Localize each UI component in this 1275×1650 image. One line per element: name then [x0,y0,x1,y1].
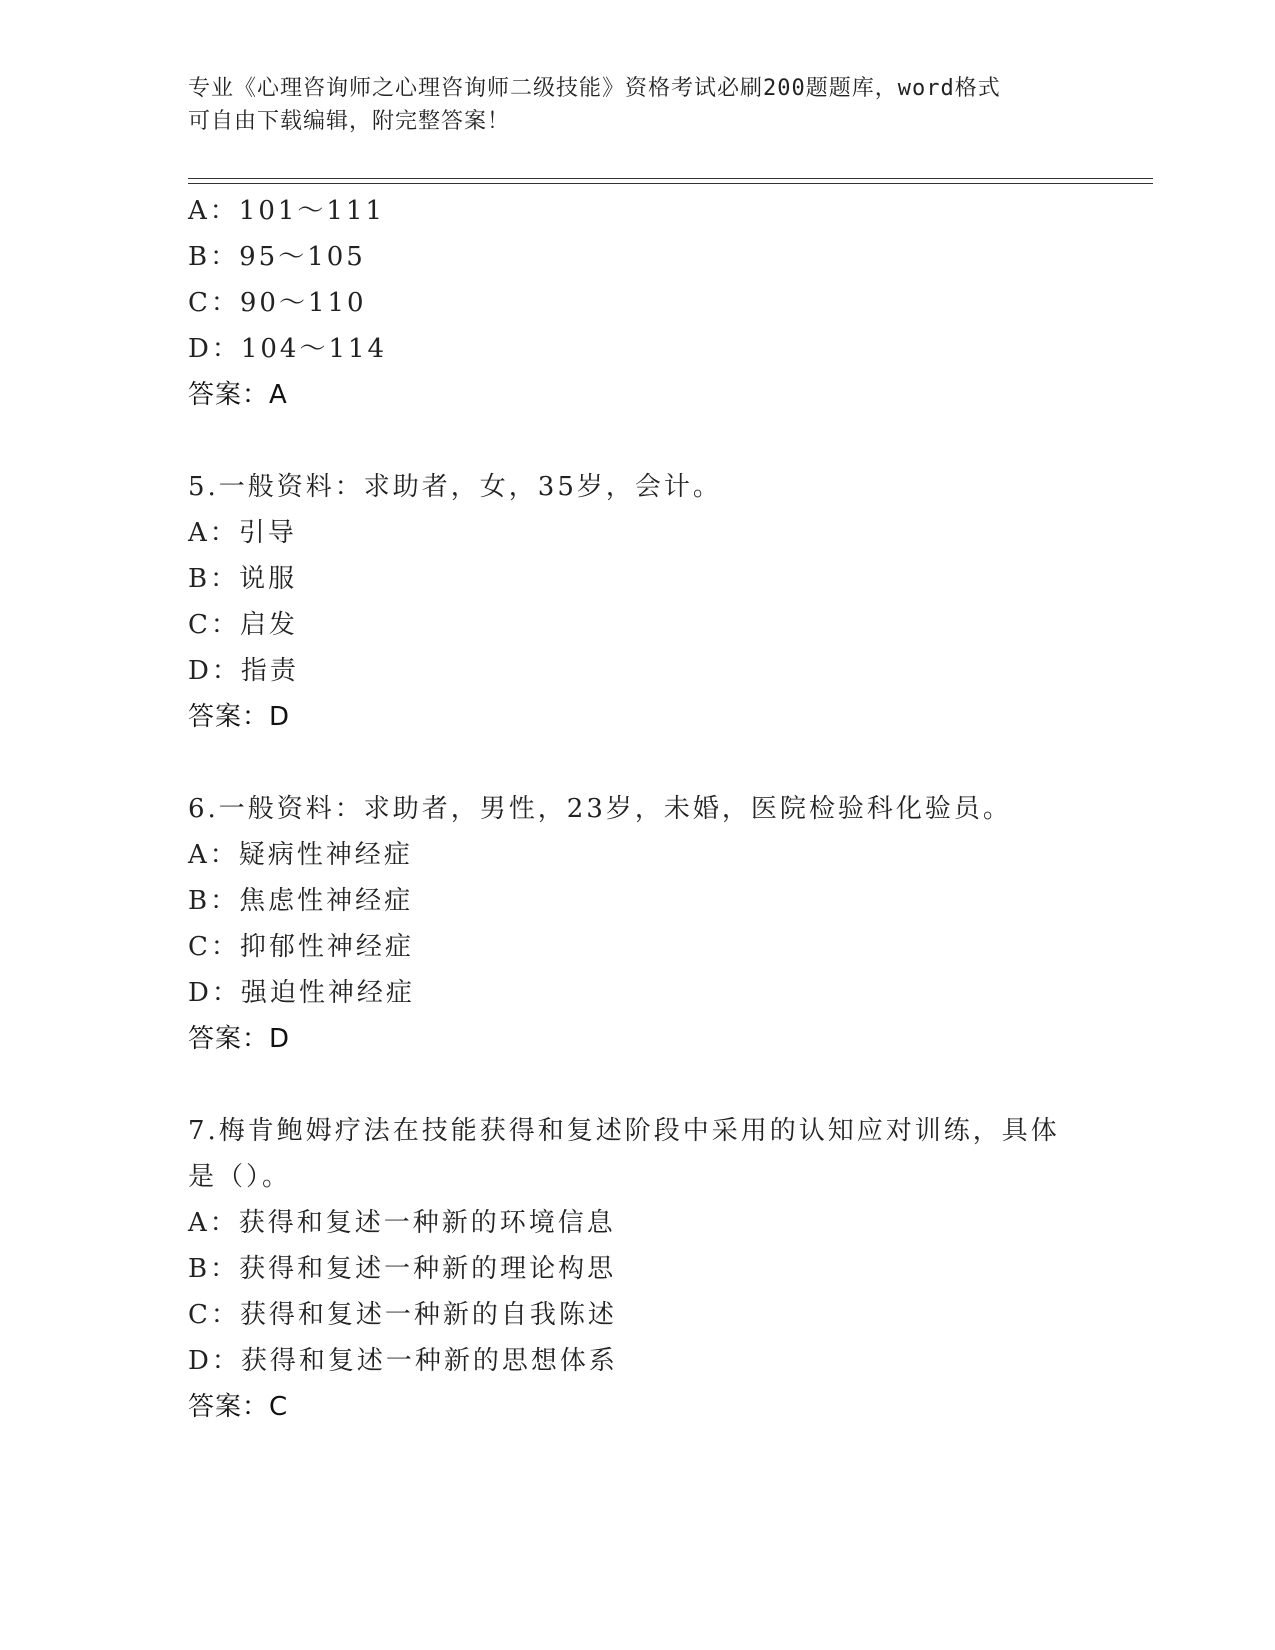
question-5 [188,464,1138,740]
header-line-1: 专业《心理咨询师之心理咨询师二级技能》资格考试必刷200题题库，word格式 [188,76,1001,101]
option-d: D：强迫性神经症 [188,978,415,1008]
document-header [188,72,1088,138]
option-d: D：104～114 [188,334,388,364]
answer-line: 答案：D [188,702,291,732]
option-c: C：抑郁性神经症 [188,932,414,962]
answer-line: 答案：D [188,1024,291,1054]
option-b: B：95～105 [188,242,366,272]
option-a: A：101～111 [188,196,386,226]
answer-line: 答案：A [188,380,288,410]
question-4 [188,188,1138,418]
spacer [188,740,1138,786]
option-b: B：获得和复述一种新的理论构思 [188,1254,617,1284]
option-b: B：说服 [188,564,298,594]
question-list [188,188,1138,1430]
answer-line: 答案：C [188,1392,289,1422]
question-7 [188,1108,1138,1430]
question-stem: 6.一般资料：求助者，男性，23岁，未婚，医院检验科化验员。 [188,794,1012,824]
option-c: C：获得和复述一种新的自我陈述 [188,1300,617,1330]
header-divider-top [188,178,1153,179]
spacer [188,418,1138,464]
option-d: D：获得和复述一种新的思想体系 [188,1346,618,1376]
header-divider-bottom [188,183,1153,184]
question-6 [188,786,1138,1062]
option-a: A：疑病性神经症 [188,840,413,870]
option-b: B：焦虑性神经症 [188,886,414,916]
spacer [188,1062,1138,1108]
option-c: C：启发 [188,610,298,640]
question-stem-line-2: 是（）。 [188,1162,292,1192]
question-stem: 5.一般资料：求助者，女，35岁，会计。 [188,472,722,502]
option-c: C：90～110 [188,288,367,318]
question-stem-line-1: 7.梅肯鲍姆疗法在技能获得和复述阶段中采用的认知应对训练，具体 [188,1116,1060,1146]
option-a: A：引导 [188,518,297,548]
option-a: A：获得和复述一种新的环境信息 [188,1208,616,1238]
header-line-2: 可自由下载编辑，附完整答案！ [188,109,511,134]
option-d: D：指责 [188,656,299,686]
